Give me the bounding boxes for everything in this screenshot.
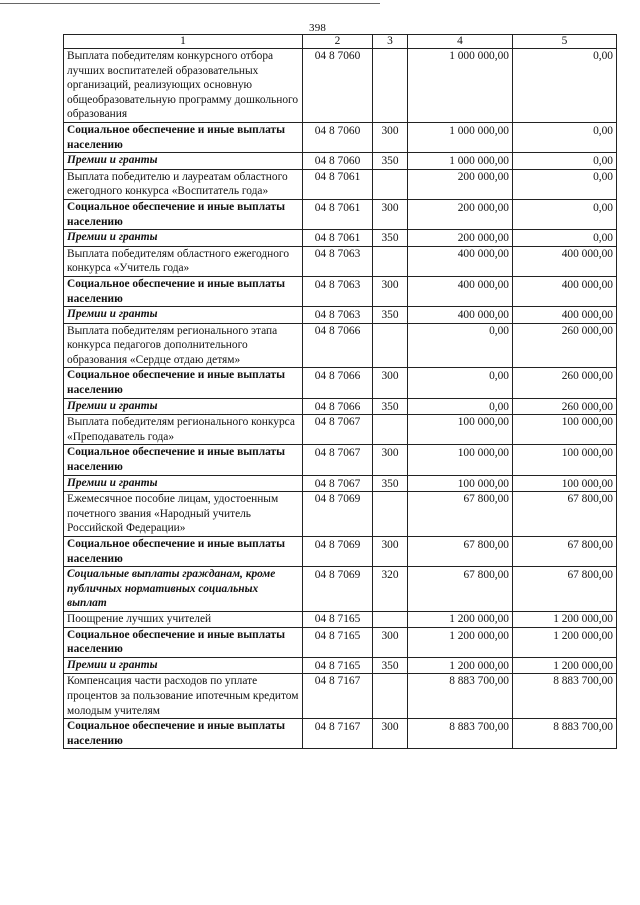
row-value-col5-cell: 1 200 000,00 [513, 627, 617, 657]
row-name-cell: Премии и гранты [64, 398, 303, 415]
row-value-col5-cell: 0,00 [513, 199, 617, 229]
row-type-cell: 350 [373, 398, 408, 415]
row-type-cell [373, 415, 408, 445]
row-code-cell: 04 8 7069 [303, 567, 373, 612]
row-code-cell: 04 8 7063 [303, 276, 373, 306]
row-value-col4-cell: 67 800,00 [408, 492, 513, 537]
row-value-col4-cell: 67 800,00 [408, 567, 513, 612]
row-value-col4-cell: 0,00 [408, 368, 513, 398]
row-value-col4-cell: 400 000,00 [408, 246, 513, 276]
row-type-cell: 350 [373, 230, 408, 247]
table-row [64, 627, 617, 657]
row-type-cell [373, 323, 408, 368]
table-row [64, 611, 617, 627]
row-code-cell: 04 8 7165 [303, 611, 373, 627]
table-row [64, 122, 617, 152]
row-code-cell: 04 8 7066 [303, 323, 373, 368]
row-name-cell: Социальное обеспечение и иные выплаты населению [64, 122, 303, 152]
table-row [64, 445, 617, 475]
row-code-cell: 04 8 7061 [303, 230, 373, 247]
row-value-col5-cell: 0,00 [513, 230, 617, 247]
row-type-cell: 350 [373, 657, 408, 674]
column-header: 1 [64, 35, 303, 49]
row-name-cell: Ежемесячное пособие лицам, удостоенным почетного звания «Народный учитель Российской Федерации» [64, 492, 303, 537]
table-row [64, 169, 617, 199]
row-type-cell [373, 674, 408, 719]
row-name-cell: Социальное обеспечение и иные выплаты населению [64, 276, 303, 306]
row-value-col5-cell: 260 000,00 [513, 398, 617, 415]
row-type-cell [373, 611, 408, 627]
row-code-cell: 04 8 7067 [303, 415, 373, 445]
row-name-cell: Выплата победителям конкурсного отбора лучших воспитателей образовательных организаций, реализующих основную общеобразовательную программу дошкольного образования [64, 49, 303, 123]
row-value-col5-cell: 400 000,00 [513, 276, 617, 306]
row-value-col4-cell: 1 000 000,00 [408, 153, 513, 170]
row-code-cell: 04 8 7165 [303, 657, 373, 674]
row-name-cell: Социальное обеспечение и иные выплаты населению [64, 199, 303, 229]
row-value-col5-cell: 8 883 700,00 [513, 719, 617, 749]
row-code-cell: 04 8 7069 [303, 537, 373, 567]
row-name-cell: Социальное обеспечение и иные выплаты населению [64, 368, 303, 398]
row-value-col4-cell: 100 000,00 [408, 475, 513, 492]
row-value-col5-cell: 1 200 000,00 [513, 657, 617, 674]
table-row [64, 230, 617, 247]
row-value-col5-cell: 0,00 [513, 153, 617, 170]
row-value-col5-cell: 0,00 [513, 169, 617, 199]
row-value-col5-cell: 67 800,00 [513, 492, 617, 537]
row-value-col4-cell: 1 000 000,00 [408, 49, 513, 123]
table-row [64, 368, 617, 398]
row-value-col5-cell: 67 800,00 [513, 567, 617, 612]
row-value-col4-cell: 200 000,00 [408, 199, 513, 229]
row-code-cell: 04 8 7061 [303, 169, 373, 199]
table-row [64, 323, 617, 368]
row-code-cell: 04 8 7165 [303, 627, 373, 657]
table-row [64, 537, 617, 567]
page-number: 398 [309, 22, 327, 34]
row-code-cell: 04 8 7067 [303, 475, 373, 492]
row-name-cell: Социальное обеспечение и иные выплаты населению [64, 719, 303, 749]
row-type-cell [373, 49, 408, 123]
row-type-cell: 320 [373, 567, 408, 612]
column-header: 5 [513, 35, 617, 49]
row-name-cell: Премии и гранты [64, 475, 303, 492]
row-code-cell: 04 8 7167 [303, 674, 373, 719]
row-value-col5-cell: 260 000,00 [513, 323, 617, 368]
row-name-cell: Премии и гранты [64, 307, 303, 324]
row-code-cell: 04 8 7061 [303, 199, 373, 229]
column-header: 3 [373, 35, 408, 49]
row-value-col4-cell: 400 000,00 [408, 307, 513, 324]
row-value-col5-cell: 400 000,00 [513, 246, 617, 276]
row-name-cell: Выплата победителям регионального этапа конкурса педагогов дополнительного образования «Сердце отдаю детям» [64, 323, 303, 368]
table-row [64, 246, 617, 276]
row-code-cell: 04 8 7060 [303, 49, 373, 123]
row-value-col5-cell: 0,00 [513, 122, 617, 152]
row-name-cell: Поощрение лучших учителей [64, 611, 303, 627]
row-type-cell: 300 [373, 276, 408, 306]
row-name-cell: Выплата победителям регионального конкурса «Преподаватель года» [64, 415, 303, 445]
row-code-cell: 04 8 7063 [303, 246, 373, 276]
table-body [64, 49, 617, 749]
table-row [64, 475, 617, 492]
row-name-cell: Компенсация части расходов по уплате процентов за пользование ипотечным кредитом молодым учителям [64, 674, 303, 719]
row-value-col4-cell: 1 200 000,00 [408, 627, 513, 657]
table-row [64, 719, 617, 749]
row-value-col4-cell: 1 200 000,00 [408, 657, 513, 674]
row-value-col5-cell: 260 000,00 [513, 368, 617, 398]
table-row [64, 415, 617, 445]
row-type-cell: 300 [373, 627, 408, 657]
row-name-cell: Социальное обеспечение и иные выплаты населению [64, 627, 303, 657]
row-value-col5-cell: 0,00 [513, 49, 617, 123]
table-row [64, 153, 617, 170]
row-value-col5-cell: 8 883 700,00 [513, 674, 617, 719]
row-type-cell [373, 169, 408, 199]
row-code-cell: 04 8 7066 [303, 368, 373, 398]
row-value-col5-cell: 1 200 000,00 [513, 611, 617, 627]
row-code-cell: 04 8 7067 [303, 445, 373, 475]
row-code-cell: 04 8 7069 [303, 492, 373, 537]
table-row [64, 398, 617, 415]
row-type-cell: 300 [373, 368, 408, 398]
row-type-cell: 350 [373, 307, 408, 324]
row-value-col5-cell: 100 000,00 [513, 475, 617, 492]
row-value-col4-cell: 1 000 000,00 [408, 122, 513, 152]
row-type-cell: 300 [373, 537, 408, 567]
table-row [64, 674, 617, 719]
row-value-col4-cell: 100 000,00 [408, 415, 513, 445]
row-value-col4-cell: 8 883 700,00 [408, 674, 513, 719]
table-row [64, 49, 617, 123]
table-row [64, 492, 617, 537]
row-value-col4-cell: 0,00 [408, 323, 513, 368]
column-header: 2 [303, 35, 373, 49]
row-code-cell: 04 8 7066 [303, 398, 373, 415]
row-type-cell: 350 [373, 153, 408, 170]
row-name-cell: Социальное обеспечение и иные выплаты населению [64, 537, 303, 567]
top-rule [0, 3, 380, 4]
header-row [64, 35, 617, 49]
row-value-col5-cell: 100 000,00 [513, 445, 617, 475]
row-value-col4-cell: 8 883 700,00 [408, 719, 513, 749]
row-name-cell: Социальное обеспечение и иные выплаты населению [64, 445, 303, 475]
row-type-cell: 300 [373, 199, 408, 229]
row-type-cell [373, 246, 408, 276]
row-code-cell: 04 8 7063 [303, 307, 373, 324]
row-value-col4-cell: 1 200 000,00 [408, 611, 513, 627]
row-value-col5-cell: 67 800,00 [513, 537, 617, 567]
row-type-cell [373, 492, 408, 537]
row-value-col4-cell: 67 800,00 [408, 537, 513, 567]
row-type-cell: 300 [373, 122, 408, 152]
budget-table [63, 34, 617, 749]
row-name-cell: Выплата победителю и лауреатам областного ежегодного конкурса «Воспитатель года» [64, 169, 303, 199]
row-name-cell: Премии и гранты [64, 153, 303, 170]
column-header: 4 [408, 35, 513, 49]
row-code-cell: 04 8 7060 [303, 153, 373, 170]
row-value-col4-cell: 100 000,00 [408, 445, 513, 475]
row-name-cell: Выплата победителям областного ежегодного конкурса «Учитель года» [64, 246, 303, 276]
row-value-col4-cell: 0,00 [408, 398, 513, 415]
row-value-col5-cell: 100 000,00 [513, 415, 617, 445]
row-name-cell: Премии и гранты [64, 657, 303, 674]
row-value-col4-cell: 200 000,00 [408, 230, 513, 247]
table-row [64, 199, 617, 229]
row-code-cell: 04 8 7060 [303, 122, 373, 152]
table-row [64, 657, 617, 674]
row-type-cell: 350 [373, 475, 408, 492]
table-row [64, 276, 617, 306]
row-name-cell: Социальные выплаты гражданам, кроме публичных нормативных социальных выплат [64, 567, 303, 612]
row-type-cell: 300 [373, 445, 408, 475]
row-value-col4-cell: 400 000,00 [408, 276, 513, 306]
row-value-col4-cell: 200 000,00 [408, 169, 513, 199]
row-name-cell: Премии и гранты [64, 230, 303, 247]
row-type-cell: 300 [373, 719, 408, 749]
table-row [64, 307, 617, 324]
row-value-col5-cell: 400 000,00 [513, 307, 617, 324]
table-row [64, 567, 617, 612]
row-code-cell: 04 8 7167 [303, 719, 373, 749]
